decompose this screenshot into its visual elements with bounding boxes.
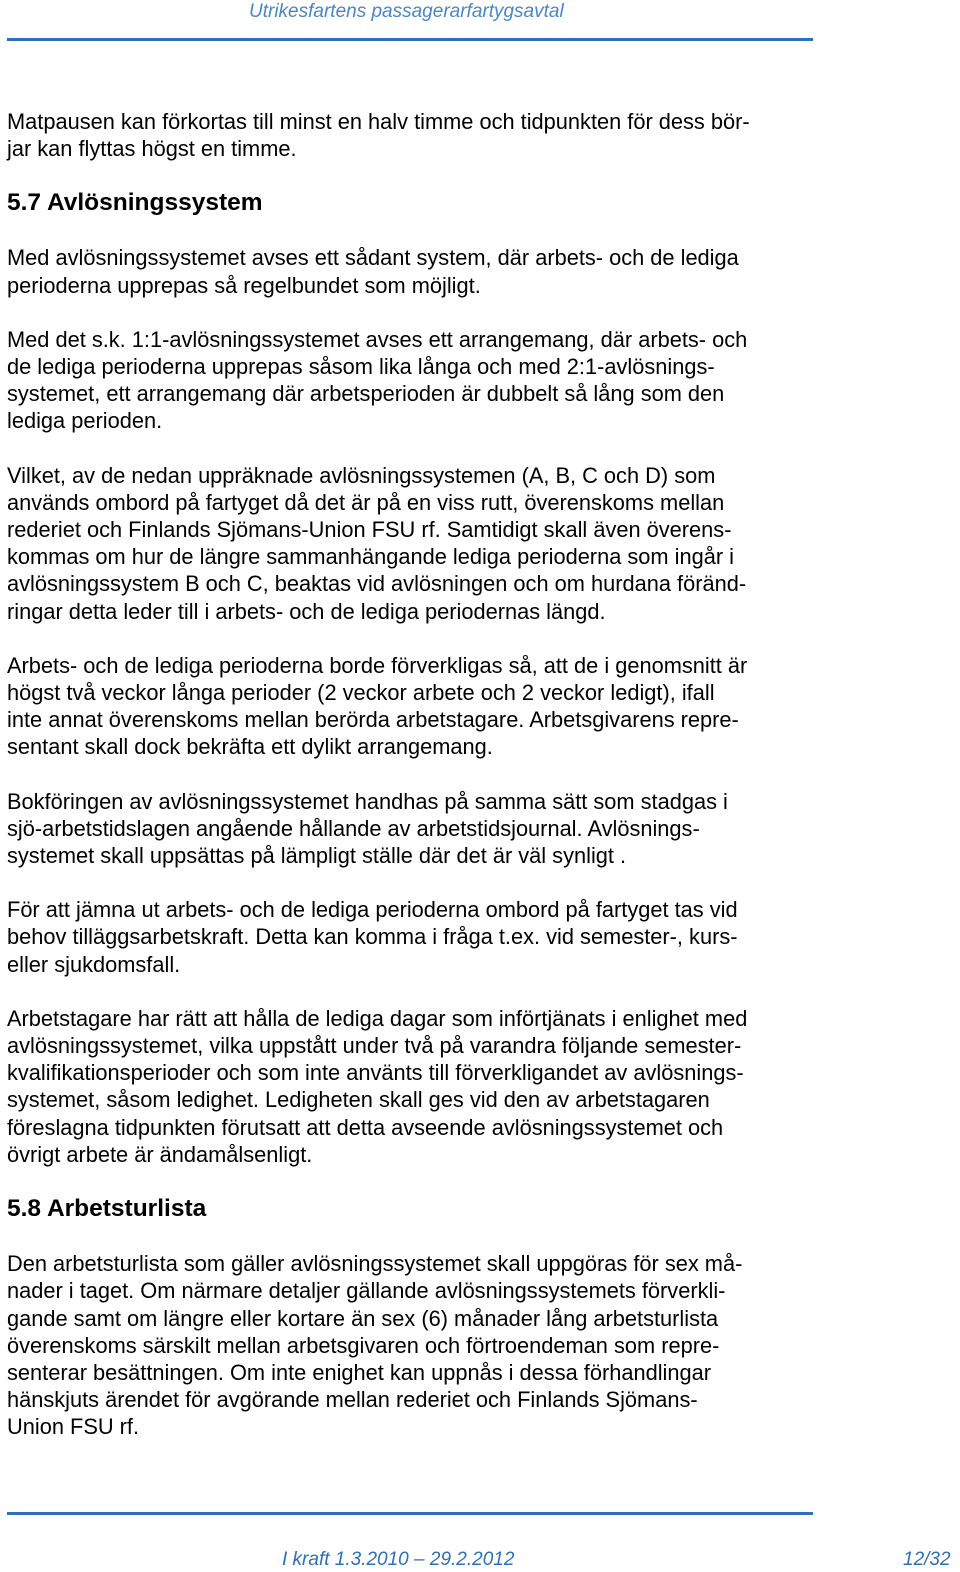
paragraph-work-roster: Den arbetsturlista som gäller avlösningssystemet skall uppgöras för sex må- nader i taget. Om närmare detaljer gällande avlösningssystemets förverkli- gande samt om längre eller kortare än sex (6) månader lång arbetsturlista överenskoms särskilt mellan arbetsgivaren och förtroendeman som repre- senterar besättningen. Om inte enighet kan uppnås i dessa förhandlingar hänskjuts ärendet för avgörande mellan rederiet och Finlands Sjömans- Union FSU rf. xyxy=(7,1251,743,1440)
paragraph-system-choice: Vilket, av de nedan uppräknade avlösningssystemen (A, B, C och D) som används ombord på fartyget då det är på en viss rutt, överenskoms mellan rederiet och Finlands Sjömans-Union FSU rf. Samtidigt skall även överens- kommas om hur de längre sammanhängande lediga perioderna som ingår i avlösningssystem B och C, beaktas vid avlösningen och om hurdana föränd- ringar detta leder till i arbets- och de lediga periodernas längd. xyxy=(7,462,747,624)
paragraph-period-length: Arbets- och de lediga perioderna borde förverkligas så, att de i genomsnitt är högst två veckor långa perioder (2 veckor arbete och 2 veckor ledigt), ifall inte annat överenskoms mellan berörda arbetstagare. Arbetsgivarens repre- sentant skall dock bekräfta ett dylikt arrangemang. xyxy=(7,652,748,760)
paragraph-definition: Med avlösningssystemet avses ett sådant system, där arbets- och de lediga perioderna upprepas så regelbundet som möjligt. xyxy=(7,245,739,298)
paragraph-1-1-system: Med det s.k. 1:1-avlösningssystemet avses ett arrangemang, där arbets- och de lediga perioderna upprepas såsom lika långa och med 2:1-avlösnings- systemet, ett arrangemang där arbetsperioden är dubbelt så lång som den lediga perioden. xyxy=(7,326,748,434)
section-heading-5-7: 5.7 Avlösningssystem xyxy=(7,189,263,217)
header-divider xyxy=(7,38,813,41)
document-header-title: Utrikesfartens passagerarfartygsavtal xyxy=(249,1,564,22)
paragraph-matpaus: Matpausen kan förkortas till minst en halv timme och tidpunkten för dess bör- jar kan flyttas högst en timme. xyxy=(7,109,750,162)
paragraph-bookkeeping: Bokföringen av avlösningssystemet handhas på samma sätt som stadgas i sjö-arbetstidslagen angående hållande av arbetstidsjournal. Avlösnings- systemet skall uppsättas på lämpligt ställe där det är väl synligt . xyxy=(7,788,728,869)
footer-validity: I kraft 1.3.2010 – 29.2.2012 xyxy=(282,1549,515,1570)
footer-divider xyxy=(7,1512,813,1515)
footer-page-number: 12/32 xyxy=(903,1549,951,1570)
document-body xyxy=(7,108,817,1441)
section-heading-5-8: 5.8 Arbetsturlista xyxy=(7,1195,207,1223)
paragraph-free-days: Arbetstagare har rätt att hålla de lediga dagar som införtjänats i enlighet med avlösningssystemet, vilka uppstått under två på varandra följande semester- kvalifikationsperioder och som inte använts till förverkligandet av avlösnings- systemet, såsom ledighet. Ledigheten skall ges vid den av arbetstagaren föreslagna tidpunkten förutsatt att detta avseende avlösningssystemet och övrigt arbete är ändamålsenligt. xyxy=(7,1005,748,1167)
paragraph-extra-workforce: För att jämna ut arbets- och de lediga perioderna ombord på fartyget tas vid behov tilläggsarbetskraft. Detta kan komma i fråga t.ex. vid semester-, kurs- eller sjukdomsfall. xyxy=(7,897,738,977)
